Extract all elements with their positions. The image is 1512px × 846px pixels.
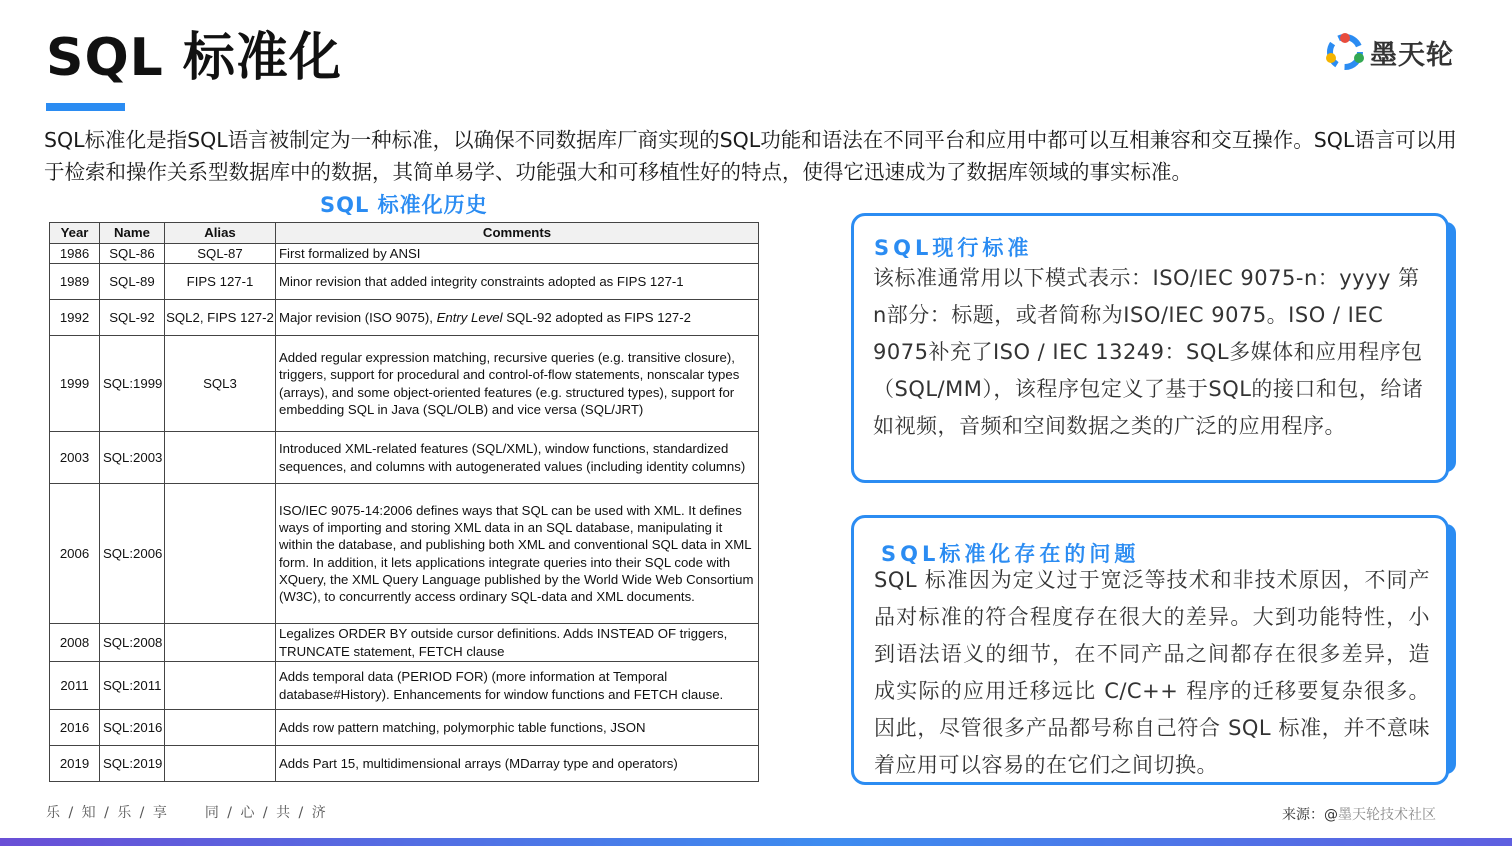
cell-alias: FIPS 127-1 bbox=[165, 264, 276, 300]
table-row bbox=[50, 624, 759, 662]
source-label: 来源：@ bbox=[1282, 807, 1338, 823]
cell-name: SQL:1999 bbox=[100, 336, 165, 432]
table-row bbox=[50, 244, 759, 264]
card-title: SQL现行标准 bbox=[874, 236, 1033, 260]
footer-source bbox=[1282, 804, 1436, 824]
comment-text: SQL-92 adopted as FIPS 127-2 bbox=[502, 309, 691, 325]
cell-name: SQL-92 bbox=[100, 300, 165, 336]
cell-name: SQL:2011 bbox=[100, 662, 165, 710]
header-year: Year bbox=[50, 223, 100, 244]
cell-alias: SQL2, FIPS 127-2 bbox=[165, 300, 276, 336]
table-row bbox=[50, 300, 759, 336]
watermark: 墨天轮技术社区 bbox=[1338, 807, 1436, 823]
cell-comment: Adds Part 15, multidimensional arrays (MDarray type and operators) bbox=[276, 746, 759, 782]
cell-year: 2006 bbox=[50, 484, 100, 624]
cell-alias bbox=[165, 710, 276, 746]
sql-history-table bbox=[49, 222, 759, 782]
slogan-2: 同 / 心 / 共 / 济 bbox=[204, 805, 328, 821]
card-title: SQL标准化存在的问题 bbox=[881, 542, 1140, 566]
logo-mark-icon bbox=[1322, 29, 1368, 75]
cell-year: 1986 bbox=[50, 244, 100, 264]
cell-alias: SQL-87 bbox=[165, 244, 276, 264]
cell-alias: SQL3 bbox=[165, 336, 276, 432]
table-row bbox=[50, 746, 759, 782]
table-row bbox=[50, 336, 759, 432]
logo-text: 墨天轮 bbox=[1370, 39, 1454, 71]
cell-alias bbox=[165, 432, 276, 484]
footer-slogan bbox=[46, 802, 328, 822]
cell-name: SQL-86 bbox=[100, 244, 165, 264]
cell-name: SQL-89 bbox=[100, 264, 165, 300]
cell-comment: Adds row pattern matching, polymorphic table functions, JSON bbox=[276, 710, 759, 746]
header-name: Name bbox=[100, 223, 165, 244]
current-standard-card bbox=[851, 213, 1449, 483]
cell-year: 2003 bbox=[50, 432, 100, 484]
table-row bbox=[50, 432, 759, 484]
cell-name: SQL:2003 bbox=[100, 432, 165, 484]
title-underline bbox=[46, 103, 125, 111]
slogan-1: 乐 / 知 / 乐 / 享 bbox=[46, 805, 169, 821]
cell-comment: First formalized by ANSI bbox=[276, 244, 759, 264]
header-comments: Comments bbox=[276, 223, 759, 244]
header-alias: Alias bbox=[165, 223, 276, 244]
cell-year: 1992 bbox=[50, 300, 100, 336]
cell-year: 2008 bbox=[50, 624, 100, 662]
table-row bbox=[50, 484, 759, 624]
cell-name: SQL:2019 bbox=[100, 746, 165, 782]
table-header-row bbox=[50, 223, 759, 244]
cell-year: 1989 bbox=[50, 264, 100, 300]
card-body: 该标准通常用以下模式表示：ISO/IEC 9075-n：yyyy 第n部分：标题，或者简称为ISO/IEC 9075。ISO / IEC 9075补充了ISO / IEC 13249：SQL多媒体和应用程序包（SQL/MM），该程序包定义了基于SQL的接口和包，给诸如视频，音频和空间数据之类的广泛的应用程序。 bbox=[873, 266, 1424, 438]
comment-emphasis: Entry Level bbox=[436, 309, 503, 325]
page-title: SQL 标准化 bbox=[46, 28, 342, 88]
bottom-gradient-bar bbox=[0, 838, 1512, 846]
cell-year: 2019 bbox=[50, 746, 100, 782]
comment-text: Major revision (ISO 9075), bbox=[279, 309, 437, 325]
cell-name: SQL:2008 bbox=[100, 624, 165, 662]
cell-year: 1999 bbox=[50, 336, 100, 432]
cell-name: SQL:2006 bbox=[100, 484, 165, 624]
cell-comment bbox=[276, 300, 759, 336]
cell-alias bbox=[165, 746, 276, 782]
cell-alias bbox=[165, 484, 276, 624]
cell-comment: Minor revision that added integrity constraints adopted as FIPS 127-1 bbox=[276, 264, 759, 300]
intro-paragraph: SQL标准化是指SQL语言被制定为一种标准，以确保不同数据库厂商实现的SQL功能和语法在不同平台和应用中都可以互相兼容和交互操作。SQL语言可以用于检索和操作关系型数据库中的数据，其简单易学、功能强大和可移植性好的特点，使得它迅速成为了数据库领域的事实标准。 bbox=[44, 128, 1457, 184]
logo bbox=[1322, 28, 1472, 76]
cell-comment: ISO/IEC 9075-14:2006 defines ways that SQL can be used with XML. It defines ways of importing and storing XML data in an SQL database, manipulating it within the database, and publishing both XML and conventional SQL data in XML form. In addition, it lets applications integrate queries into their SQL code with XQuery, the XML Query Language published by the World Wide Web Consortium (W3C), to concurrently access ordinary SQL-data and XML documents. bbox=[276, 484, 759, 624]
cell-comment: Legalizes ORDER BY outside cursor definitions. Adds INSTEAD OF triggers, TRUNCATE statement, FETCH clause bbox=[276, 624, 759, 662]
table-row bbox=[50, 662, 759, 710]
cell-year: 2016 bbox=[50, 710, 100, 746]
table-row bbox=[50, 710, 759, 746]
cell-year: 2011 bbox=[50, 662, 100, 710]
cell-comment: Introduced XML-related features (SQL/XML), window functions, standardized sequences, and columns with autogenerated values (including identity columns) bbox=[276, 432, 759, 484]
card-body: SQL 标准因为定义过于宽泛等技术和非技术原因，不同产品对标准的符合程度存在很大的差异。大到功能特性，小到语法语义的细节，在不同产品之间都存在很多差异，造成实际的应用迁移远比 C/C++ 程序的迁移要复杂很多。因此，尽管很多产品都号称自己符合 SQL 标准，并不意味着应用可以容易的在它们之间切换。 bbox=[874, 568, 1430, 777]
cell-alias bbox=[165, 624, 276, 662]
cell-alias bbox=[165, 662, 276, 710]
cell-comment: Added regular expression matching, recursive queries (e.g. transitive closure), triggers, support for procedural and control-of-flow statements, nonscalar types (arrays), and some object-oriented features (e.g. structured types), support for embedding SQL in Java (SQL/OLB) and vice versa (SQL/JRT) bbox=[276, 336, 759, 432]
cell-comment: Adds temporal data (PERIOD FOR) (more information at Temporal database#History). Enhancements for window functions and FETCH clause. bbox=[276, 662, 759, 710]
table-row bbox=[50, 264, 759, 300]
history-heading: SQL 标准化历史 bbox=[320, 193, 488, 217]
standard-issues-card bbox=[851, 515, 1449, 785]
cell-name: SQL:2016 bbox=[100, 710, 165, 746]
